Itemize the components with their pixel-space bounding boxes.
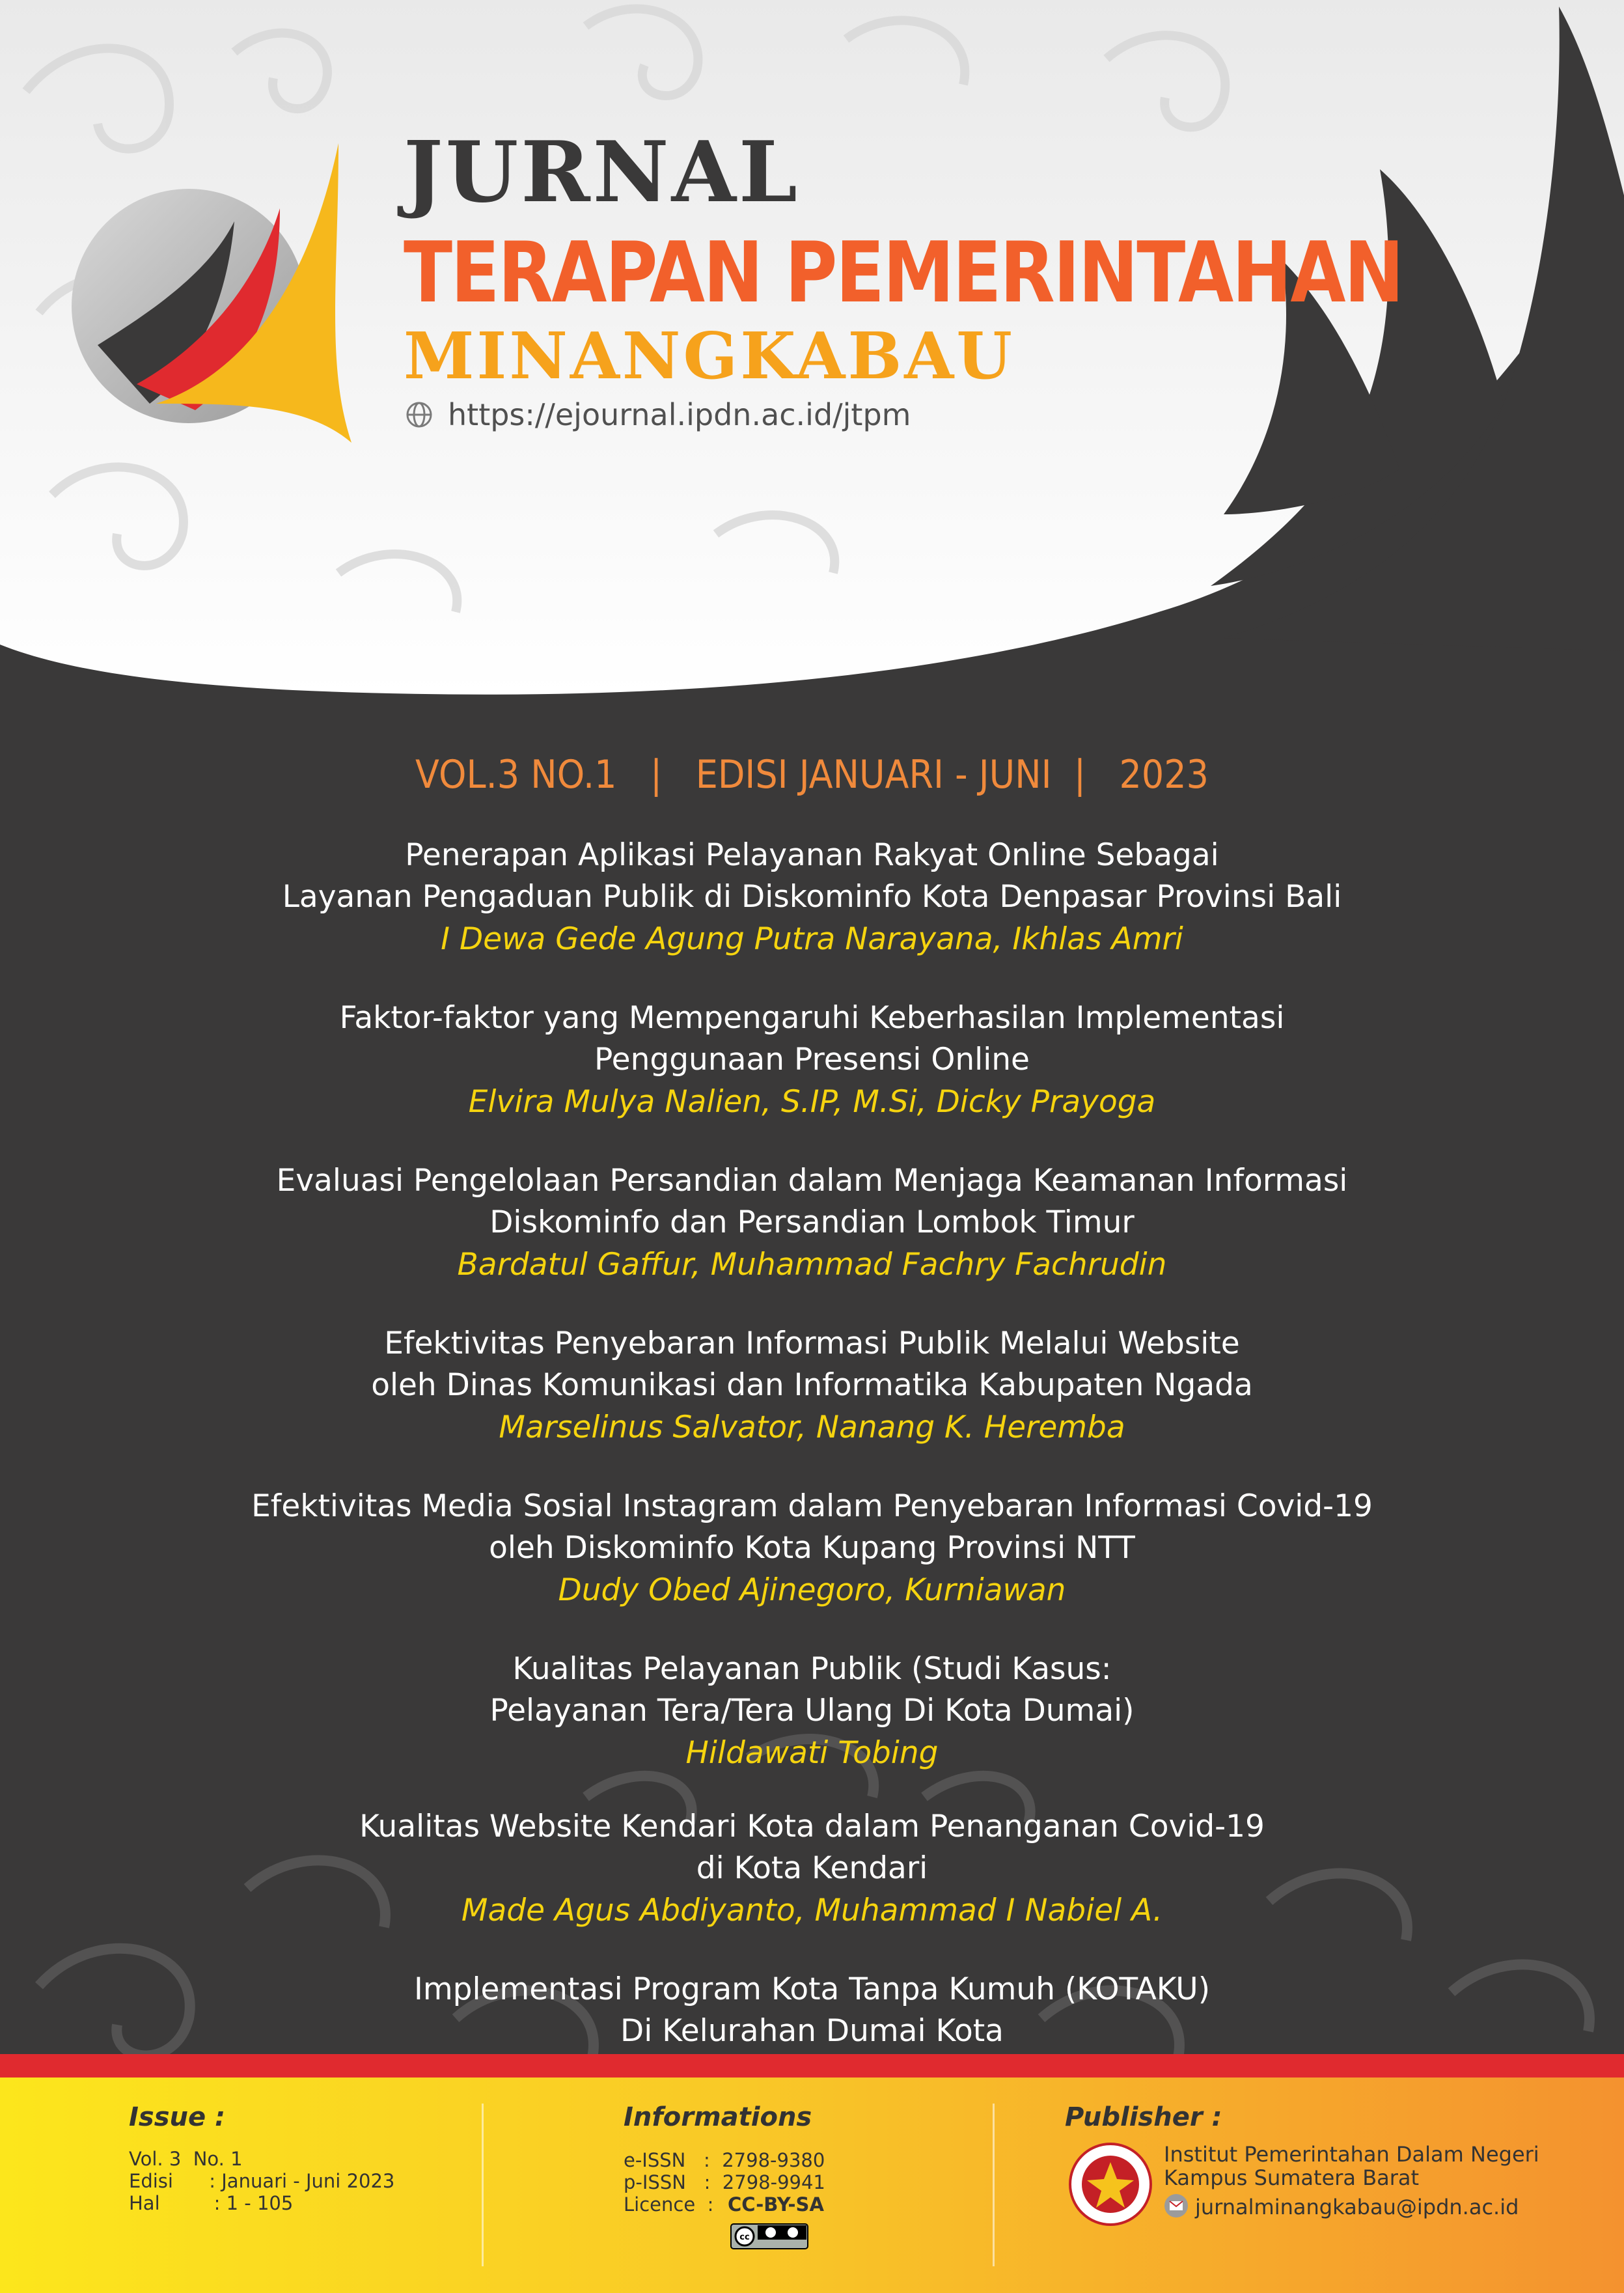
pissn-row: p-ISSN : 2798-9941 bbox=[624, 2171, 825, 2193]
article-title: Kualitas Pelayanan Publik (Studi Kasus: Pelayanan Tera/Tera Ulang Di Kota Dumai) bbox=[489, 1651, 1135, 1729]
footer-divider bbox=[993, 2104, 995, 2266]
article-item bbox=[0, 1486, 1624, 1612]
footer-panel bbox=[0, 2078, 1624, 2293]
article-title: Efektivitas Penyebaran Informasi Publik Melalui Website oleh Dinas Komunikasi dan Informatika Kabupaten Ngada bbox=[371, 1326, 1253, 1403]
article-item bbox=[0, 1160, 1624, 1286]
article-item bbox=[0, 997, 1624, 1124]
publisher-heading: Publisher : bbox=[1065, 2102, 1222, 2132]
issue-edisi: Edisi : Januari - Juni 2023 bbox=[129, 2170, 395, 2192]
globe-icon bbox=[405, 400, 434, 429]
article-list bbox=[0, 835, 1624, 2132]
ipdn-emblem-icon bbox=[1069, 2143, 1152, 2226]
informations-heading: Informations bbox=[624, 2102, 812, 2132]
article-authors: Dudy Obed Ajinegoro, Kurniawan bbox=[558, 1572, 1066, 1608]
article-title: Faktor-faktor yang Mempengaruhi Keberhasilan Implementasi Penggunaan Presensi Online bbox=[339, 1000, 1285, 1077]
journal-url-row bbox=[405, 397, 911, 432]
article-item bbox=[0, 1323, 1624, 1449]
licence-value: CC-BY-SA bbox=[728, 2193, 824, 2216]
article-title: Efektivitas Media Sosial Instagram dalam Penyebaran Informasi Covid-19 oleh Diskominfo Kota Kupang Provinsi NTT bbox=[251, 1488, 1373, 1566]
article-title: Penerapan Aplikasi Pelayanan Rakyat Online Sebagai Layanan Pengaduan Publik di Diskominfo Kota Denpasar Provinsi Bali bbox=[282, 837, 1342, 915]
article-authors: Marselinus Salvator, Nanang K. Heremba bbox=[499, 1410, 1125, 1445]
article-item bbox=[0, 1806, 1624, 1932]
article-authors: Elvira Mulya Nalien, S.IP, M.Si, Dicky Prayoga bbox=[468, 1084, 1156, 1120]
licence-label: Licence : bbox=[624, 2193, 714, 2216]
article-title: Evaluasi Pengelolaan Persandian dalam Menjaga Keamanan Informasi Diskominfo dan Persandian Lombok Timur bbox=[276, 1163, 1348, 1240]
publisher-email[interactable]: jurnalminangkabau@ipdn.ac.id bbox=[1195, 2195, 1519, 2219]
article-title: Kualitas Website Kendari Kota dalam Penanganan Covid-19 di Kota Kendari bbox=[359, 1809, 1265, 1886]
article-authors: Bardatul Gaffur, Muhammad Fachry Fachrudin bbox=[457, 1247, 1167, 1283]
article-authors: Made Agus Abdiyanto, Muhammad I Nabiel A. bbox=[461, 1893, 1163, 1928]
footer-red-stripe bbox=[0, 2054, 1624, 2078]
issue-hal: Hal : 1 - 105 bbox=[129, 2192, 294, 2214]
article-item bbox=[0, 1648, 1624, 1775]
publisher-name: Institut Pemerintahan Dalam Negeri Kampus Sumatera Barat bbox=[1164, 2142, 1539, 2190]
issue-volume-line: VOL.3 NO.1 | EDISI JANUARI - JUNI | 2023 bbox=[415, 752, 1209, 798]
article-authors: Hildawati Tobing bbox=[685, 1735, 939, 1771]
email-icon bbox=[1164, 2193, 1189, 2218]
footer-divider bbox=[482, 2104, 484, 2266]
eissn-row: e-ISSN : 2798-9380 bbox=[624, 2149, 825, 2171]
svg-text:cc: cc bbox=[739, 2232, 750, 2242]
journal-title-minangkabau: MINANGKABAU bbox=[404, 319, 1015, 394]
journal-url[interactable]: https://ejournal.ipdn.ac.id/jtpm bbox=[448, 397, 911, 432]
journal-title-terapan-pemerintahan: TERAPAN PEMERINTAHAN bbox=[404, 225, 1403, 322]
cc-by-sa-badge-icon bbox=[730, 2223, 808, 2249]
journal-title-jurnal: JURNAL bbox=[404, 124, 800, 221]
article-title: Implementasi Program Kota Tanpa Kumuh (KOTAKU) Di Kelurahan Dumai Kota bbox=[413, 1971, 1211, 2049]
article-item bbox=[0, 835, 1624, 961]
article-authors: I Dewa Gede Agung Putra Narayana, Ikhlas Amri bbox=[441, 921, 1183, 957]
issue-heading: Issue : bbox=[129, 2102, 226, 2132]
issue-vol: Vol. 3 No. 1 bbox=[129, 2148, 243, 2170]
